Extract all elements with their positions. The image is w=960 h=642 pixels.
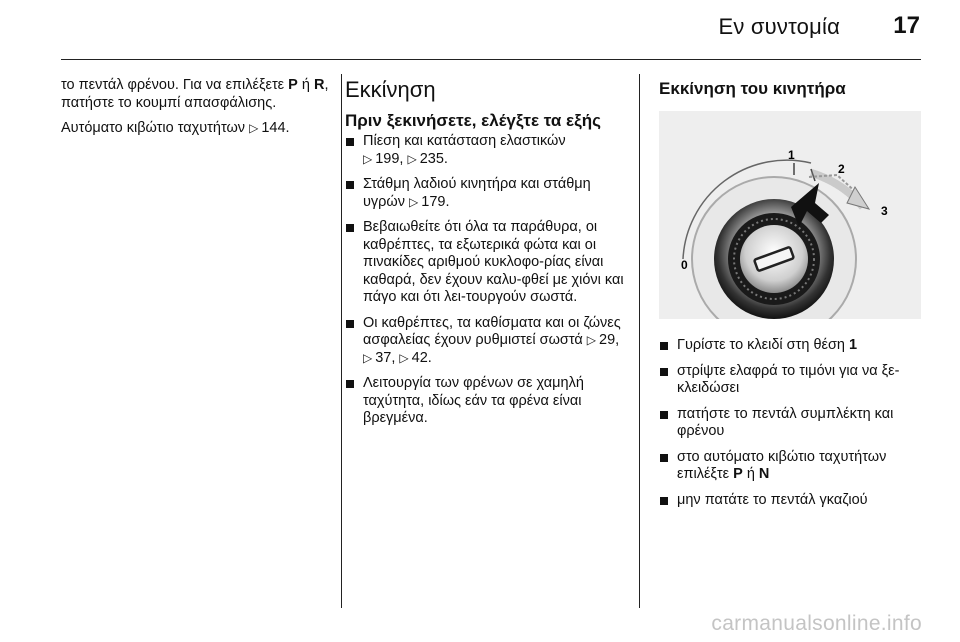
list-item: μην πατάτε το πεντάλ γκαζιού	[659, 492, 921, 510]
ignition-diagram	[659, 111, 921, 319]
column-divider-1	[341, 74, 342, 608]
header-title: Εν συντομία	[718, 14, 840, 39]
position-label: 0	[681, 258, 688, 272]
list-item: Οι καθρέπτες, τα καθίσματα και οι ζώνες ασφαλείας έχουν ρυθμιστεί σωστά ▷ 29, ▷ 37, ▷ 42.	[345, 315, 629, 368]
watermark: carmanualsonline.info	[711, 612, 922, 635]
list-item: Στάθμη λαδιού κινητήρα και στάθμη υγρών ▷ 179.	[345, 176, 629, 211]
list-item: Λειτουργία των φρένων σε χαμηλή ταχύτητα, ιδίως εάν τα φρένα είναι βρεγμένα.	[345, 375, 629, 428]
triangle-right-icon: ▷	[586, 333, 597, 347]
section-title: Εκκίνηση	[345, 77, 436, 102]
column-1	[61, 77, 329, 146]
triangle-right-icon: ▷	[399, 350, 409, 365]
column-2	[345, 77, 629, 436]
header-divider	[61, 59, 921, 60]
triangle-right-icon: ▷	[409, 194, 419, 209]
position-label: 1	[788, 148, 795, 162]
triangle-right-icon: ▷	[407, 151, 417, 166]
column-divider-2	[639, 74, 640, 608]
engine-start-steps	[659, 337, 921, 509]
list-item: στο αυτόματο κιβώτιο ταχυτήτων επιλέξτε P ή N	[659, 449, 921, 484]
position-label: 3	[881, 204, 888, 218]
position-label: 2	[838, 162, 845, 176]
subsection-title: Πριν ξεκινήσετε, ελέγξτε τα εξής	[345, 111, 601, 130]
list-item: Πίεση και κατάσταση ελαστικών ▷ 199, ▷ 235.	[345, 133, 629, 168]
pre-start-checklist	[345, 133, 629, 428]
page-ref: 144.	[261, 120, 290, 136]
ignition-switch-illustration	[659, 111, 921, 319]
triangle-right-icon: ▷	[249, 121, 259, 135]
triangle-right-icon: ▷	[363, 350, 373, 365]
automatic-transmission-paragraph: Αυτόματο κιβώτιο ταχυτήτων ▷ 144.	[61, 120, 290, 136]
section-title: Εκκίνηση του κινητήρα	[659, 79, 846, 98]
triangle-right-icon: ▷	[363, 151, 373, 166]
column-3	[659, 77, 921, 517]
brake-selection-paragraph: το πεντάλ φρένου. Για να επιλέξετε P ή R, πατήστε το κουμπί απασφάλισης.	[61, 77, 329, 111]
list-item: στρίψτε ελαφρά το τιμόνι για να ξε-κλειδώσει	[659, 363, 921, 398]
page-number: 17	[893, 12, 920, 39]
list-item: Γυρίστε το κλειδί στη θέση 1	[659, 337, 921, 355]
list-item: πατήστε το πεντάλ συμπλέκτη και φρένου	[659, 406, 921, 441]
list-item: Βεβαιωθείτε ότι όλα τα παράθυρα, οι καθρέπτες, τα εξωτερικά φώτα και οι πινακίδες αριθμού κυκλοφο-ρίας είναι καθαρά, δεν έχουν καλυ-φθεί με χιόνι και πάγο και ότι λει-τουργούν σωστά.	[345, 219, 629, 307]
